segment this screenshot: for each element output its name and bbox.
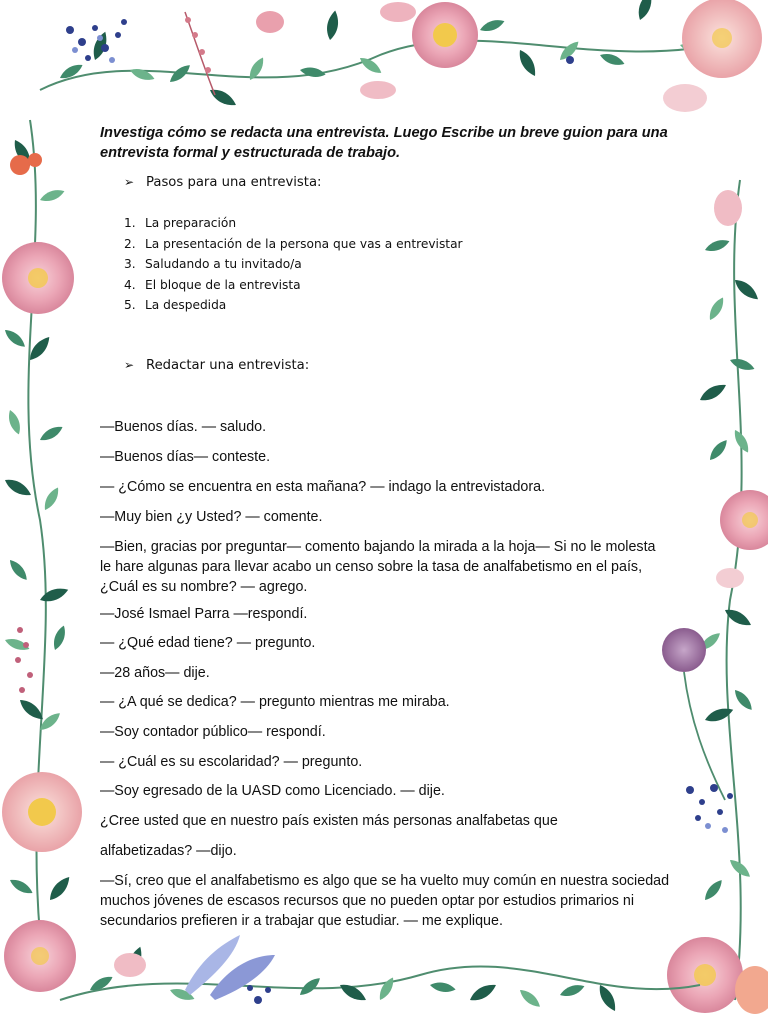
right-foliage xyxy=(662,180,768,1014)
assignment-heading: Investiga cómo se redacta una entrevista. Luego Escribe un breve guion para una entrevista formal y estructurada de trabajo. xyxy=(100,125,668,161)
steps-bullet-heading xyxy=(124,175,322,190)
dialogue-paragraph: —Sí, creo que el analfabetismo es algo que se ha vuelto muy común en nuestra sociedad muchos jóvenes de escasos recursos que no pueden optar por estudios primarios ni secundarios prefieren ir a trabajar que estudiar. — me explique. xyxy=(100,873,670,929)
list-item: 3. Saludando a tu invitado/a xyxy=(124,257,302,272)
dialogue-line: ¿Cree usted que en nuestro país existen más personas analfabetas que xyxy=(100,813,558,829)
steps-title: Pasos para una entrevista: xyxy=(146,175,322,190)
dialogue-line: — ¿A qué se dedica? — pregunto mientras me miraba. xyxy=(100,694,450,710)
dialogue-line: — ¿Qué edad tiene? — pregunto. xyxy=(100,635,316,651)
dialogue-line: —José Ismael Parra —respondí. xyxy=(100,606,308,622)
dialogue-line: —Buenos días. — saludo. xyxy=(100,419,267,435)
interview-title: Redactar una entrevista: xyxy=(146,358,310,373)
list-item: 1. La preparación xyxy=(124,216,237,230)
interview-bullet-heading xyxy=(124,358,309,373)
bottom-foliage xyxy=(60,935,700,1014)
arrow-bullet-icon: ➢ xyxy=(124,358,135,372)
list-item: 5. La despedida xyxy=(124,298,227,313)
arrow-bullet-icon: ➢ xyxy=(124,175,135,189)
dialogue-line: — ¿Cuál es su escolaridad? — pregunto. xyxy=(100,754,363,770)
dialogue-line: alfabetizadas? —dijo. xyxy=(100,843,237,859)
dialogue-line: —Muy bien ¿y Usted? — comente. xyxy=(100,509,323,525)
left-foliage xyxy=(2,120,82,992)
dialogue-line: —28 años— dije. xyxy=(100,665,210,681)
dialogue-paragraph: —Bien, gracias por preguntar— comento bajando la mirada a la hoja— Si no le molesta le hare algunas para llevar acabo un censo sobre la tasa de analfabetismo en el país, ¿Cuál es su nombre? — agrego. xyxy=(100,539,656,595)
dialogue-line: — ¿Cómo se encuentra en esta mañana? — indago la entrevistadora. xyxy=(100,479,546,495)
steps-list xyxy=(124,213,463,316)
dialogue-line: —Soy egresado de la UASD como Licenciado. — dije. xyxy=(100,783,445,799)
list-item: 2. La presentación de la persona que vas a entrevistar xyxy=(124,236,463,251)
top-foliage xyxy=(40,0,762,112)
dialogue-line: —Soy contador público— respondí. xyxy=(100,724,326,740)
dialogue-line: —Buenos días— conteste. xyxy=(100,449,271,465)
list-item: 4. El bloque de la entrevista xyxy=(124,277,301,292)
